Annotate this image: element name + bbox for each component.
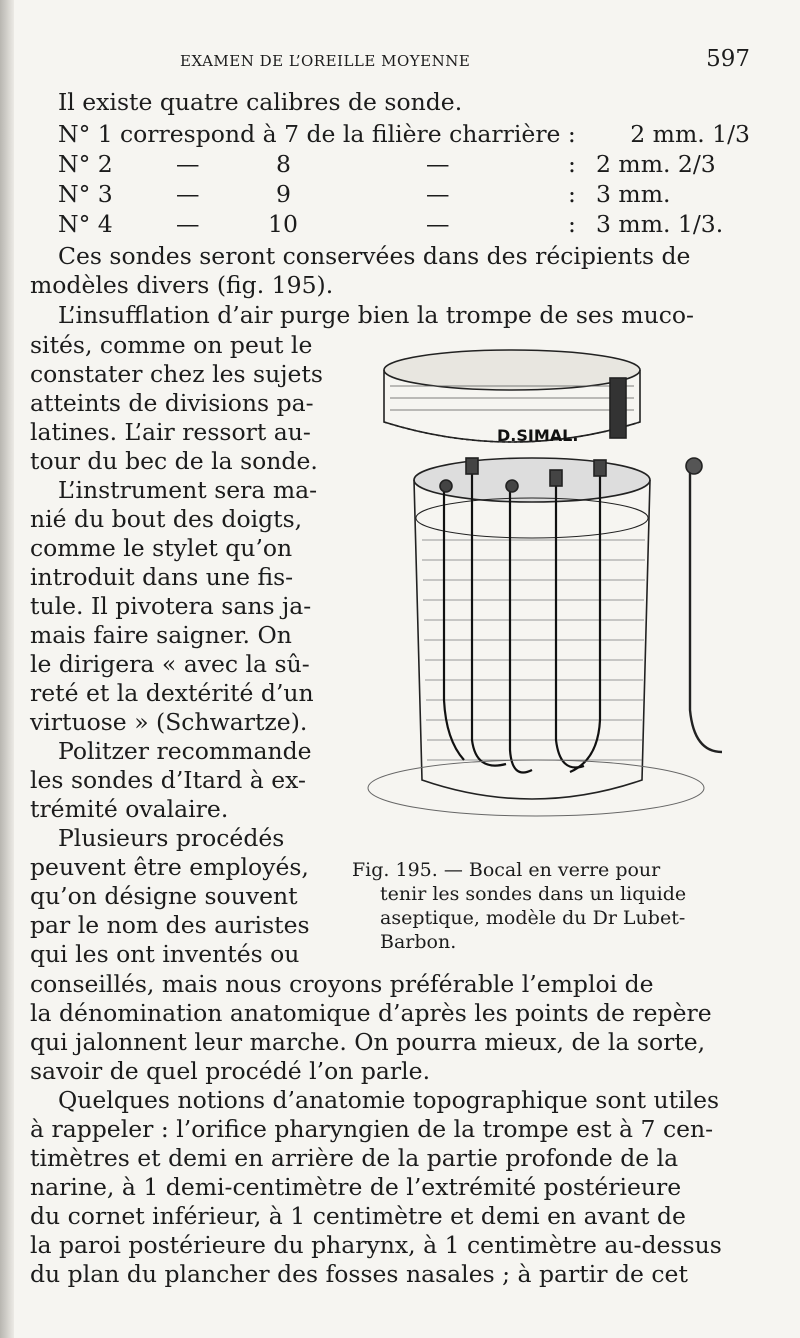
text-line: Plusieurs procédés <box>58 824 285 852</box>
text-line: Quelques notions d’anatomie topographique sont utiles <box>58 1086 720 1114</box>
text-line: atteints de divisions pa- <box>30 389 314 417</box>
text-line: du plan du plancher des fosses nasales ; à partir de cet <box>30 1260 688 1288</box>
calibre-filiere: 10 <box>268 210 298 238</box>
text-line: qui les ont inventés ou <box>30 940 300 968</box>
calibre-number: N° 1 <box>58 120 113 148</box>
text-line: peuvent être employés, <box>30 853 309 881</box>
calibre-size: 2 mm. 1/3 <box>630 120 750 148</box>
text-line: les sondes d’Itard à ex- <box>30 766 306 794</box>
calibre-filiere: 9 <box>276 180 291 208</box>
text-line: conseillés, mais nous croyons préférable l’emploi de <box>30 970 654 998</box>
text-line: savoir de quel procédé l’on parle. <box>30 1057 431 1085</box>
caption-line: Fig. 195. — Bocal en verre pour <box>352 859 661 881</box>
calibre-size: 2 mm. 2/3 <box>596 150 716 178</box>
page-header <box>180 46 750 76</box>
figure-jar-illustration <box>360 340 740 860</box>
calibre-dash: — <box>426 210 450 238</box>
calibre-row-1 <box>58 120 750 148</box>
text-line: modèles divers (fig. 195). <box>30 271 334 299</box>
caption-line: tenir les sondes dans un liquide <box>380 883 687 905</box>
text-line: comme le stylet qu’on <box>30 534 293 562</box>
text-line: Politzer recommande <box>58 737 312 765</box>
text-line: à rappeler : l’orifice pharyngien de la trompe est à 7 cen- <box>30 1115 714 1143</box>
text-line: narine, à 1 demi-centimètre de l’extrémité postérieure <box>30 1173 682 1201</box>
caption-line: aseptique, modèle du Dr Lubet- <box>380 907 686 929</box>
text-line: Ces sondes seront conservées dans des récipients de <box>58 242 691 270</box>
calibre-size: 3 mm. 1/3. <box>596 210 724 238</box>
text-line: sités, comme on peut le <box>30 331 313 359</box>
calibre-text: correspond à 7 de la filière charrière : <box>120 120 576 148</box>
text-line: reté et la dextérité d’un <box>30 679 314 707</box>
text-line: L’instrument sera ma- <box>58 476 318 504</box>
page-number: 597 <box>706 46 750 72</box>
text-line: mais faire saigner. On <box>30 621 292 649</box>
calibre-size: 3 mm. <box>596 180 671 208</box>
calibre-dash: — <box>176 150 200 178</box>
text-line: introduit dans une fis- <box>30 563 294 591</box>
text-line: nié du bout des doigts, <box>30 505 303 533</box>
calibre-number: N° 4 <box>58 210 113 238</box>
calibre-colon: : <box>568 150 576 178</box>
calibre-dash: — <box>426 150 450 178</box>
calibre-dash: — <box>426 180 450 208</box>
calibre-number: N° 2 <box>58 150 113 178</box>
figure-caption <box>352 858 750 954</box>
page-gutter-shadow <box>0 0 14 1338</box>
text-line: constater chez les sujets <box>30 360 323 388</box>
text-line: latines. L’air ressort au- <box>30 418 311 446</box>
calibre-dash: — <box>176 210 200 238</box>
text-line: la paroi postérieure du pharynx, à 1 centimètre au-dessus <box>30 1231 722 1259</box>
calibre-dash: — <box>176 180 200 208</box>
text-line: trémité ovalaire. <box>30 795 229 823</box>
calibre-number: N° 3 <box>58 180 113 208</box>
text-line: la dénomination anatomique d’après les points de repère <box>30 999 712 1027</box>
intro-line: Il existe quatre calibres de sonde. <box>58 88 463 116</box>
text-line: du cornet inférieur, à 1 centimètre et demi en avant de <box>30 1202 686 1230</box>
running-title: EXAMEN DE L’OREILLE MOYENNE <box>180 52 471 70</box>
calibre-colon: : <box>568 180 576 208</box>
text-line: par le nom des auristes <box>30 911 310 939</box>
calibre-colon: : <box>568 210 576 238</box>
text-line: qu’on désigne souvent <box>30 882 298 910</box>
text-line: timètres et demi en arrière de la partie profonde de la <box>30 1144 679 1172</box>
text-line: virtuose » (Schwartze). <box>30 708 308 736</box>
calibre-filiere: 8 <box>276 150 291 178</box>
text-line: tour du bec de la sonde. <box>30 447 318 475</box>
text-line: L’insufflation d’air purge bien la trompe de ses muco- <box>58 301 694 329</box>
lid-label: D.SIMAL. <box>497 426 579 445</box>
text-line: le dirigera « avec la sû- <box>30 650 310 678</box>
text-line: qui jalonnent leur marche. On pourra mieux, de la sorte, <box>30 1028 706 1056</box>
text-line: tule. Il pivotera sans ja- <box>30 592 312 620</box>
caption-line: Barbon. <box>380 931 457 953</box>
